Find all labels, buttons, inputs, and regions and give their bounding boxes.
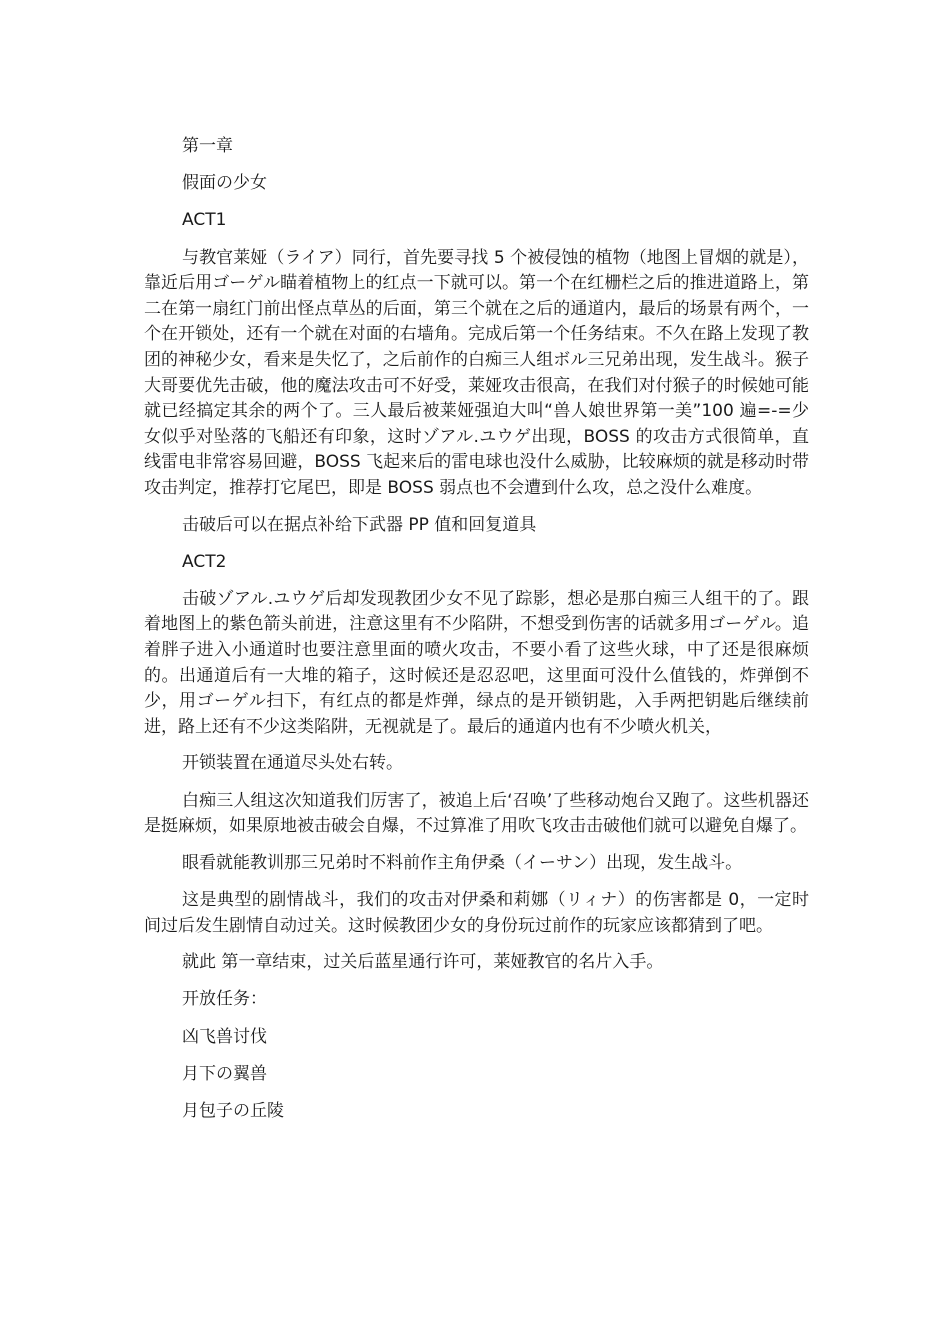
quest-item: 月下の翼兽 — [182, 1063, 267, 1084]
document-body — [144, 134, 809, 1136]
chapter-heading: 第一章 — [182, 136, 233, 156]
body-paragraph: 就此 第一章结束，过关后蓝星通行许可，莱娅教官的名片入手。 — [182, 952, 664, 973]
act-heading-2: ACT2 — [182, 551, 227, 572]
body-paragraph: 击破后可以在据点补给下武器 PP 值和回复道具 — [182, 514, 537, 535]
body-paragraph: 白痴三人组这次知道我们厉害了，被追上后‘召唤’了些移动炮台又跑了。这些机器还是挺麻烦，如果原地被击破会自爆，不过算准了用吹飞攻击击破他们就可以避免自爆了。 — [144, 790, 809, 837]
body-paragraph: 这是典型的剧情战斗，我们的攻击对伊桑和莉娜（リィナ）的伤害都是 0，一定时间过后发生剧情自动过关。这时候教团少女的身份玩过前作的玩家应该都猜到了吧。 — [144, 890, 809, 936]
chapter-subtitle: 假面の少女 — [182, 173, 267, 194]
body-paragraph: 开锁装置在通道尽头处右转。 — [182, 753, 403, 774]
quest-item: 月包子の丘陵 — [182, 1100, 284, 1121]
body-paragraph: 眼看就能教训那三兄弟时不料前作主角伊桑（イーサン）出现，发生战斗。 — [182, 852, 743, 873]
body-paragraph: 与教官莱娅（ライア）同行，首先要寻找 5 个被侵蚀的植物（地图上冒烟的就是），靠近后用ゴーゲル瞄着植物上的红点一下就可以。第一个在红栅栏之后的推进道路上，第二在第一扇红门前出怪点草丛的后面，第三个就在之后的通道内，最后的场景有两个，一个在开锁处，还有一个就在对面的右墙角。完成后第一个任务结束。不久在路上发现了教团的神秘少女，看来是失忆了，之后前作的白痴三人组ボル三兄弟出现，发生战斗。猴子大哥要优先击破，他的魔法攻击可不好受，莱娅攻击很高，在我们对付猴子的时候她可能就已经搞定其余的两个了。三人最后被莱娅强迫大叫“兽人娘世界第一美”100 遍=-=少女似乎对坠落的飞船还有印象，这时ゾアル.ユウゲ出现，BOSS 的攻击方式很简单，直线雷电非常容易回避，BOSS 飞起来后的雷电球也没什么威胁，比较麻烦的就是移动时带攻击判定，推荐打它尾巴，即是 BOSS 弱点也不会遭到什么攻，总之没什么难度。 — [144, 247, 809, 498]
act-heading-1: ACT1 — [182, 210, 227, 231]
body-paragraph: 击破ゾアル.ユウゲ后却发现教团少女不见了踪影，想必是那白痴三人组干的了。跟着地图上的紫色箭头前进，注意这里有不少陷阱，不想受到伤害的话就多用ゴーゲル。追着胖子进入小通道时也要注意里面的喷火攻击，不要小看了这些火球，中了还是很麻烦的。出通道后有一大堆的箱子，这时候还是忍忍吧，这里面可没什么值钱的，炸弹倒不少，用ゴーゲル扫下，有红点的都是炸弹，绿点的是开锁钥匙，入手两把钥匙后继续前进，路上还有不少这类陷阱，无视就是了。最后的通道内也有不少喷火机关， — [144, 588, 809, 737]
quest-item: 凶飞兽讨伐 — [182, 1026, 267, 1047]
open-quests-heading: 开放任务： — [182, 989, 267, 1010]
